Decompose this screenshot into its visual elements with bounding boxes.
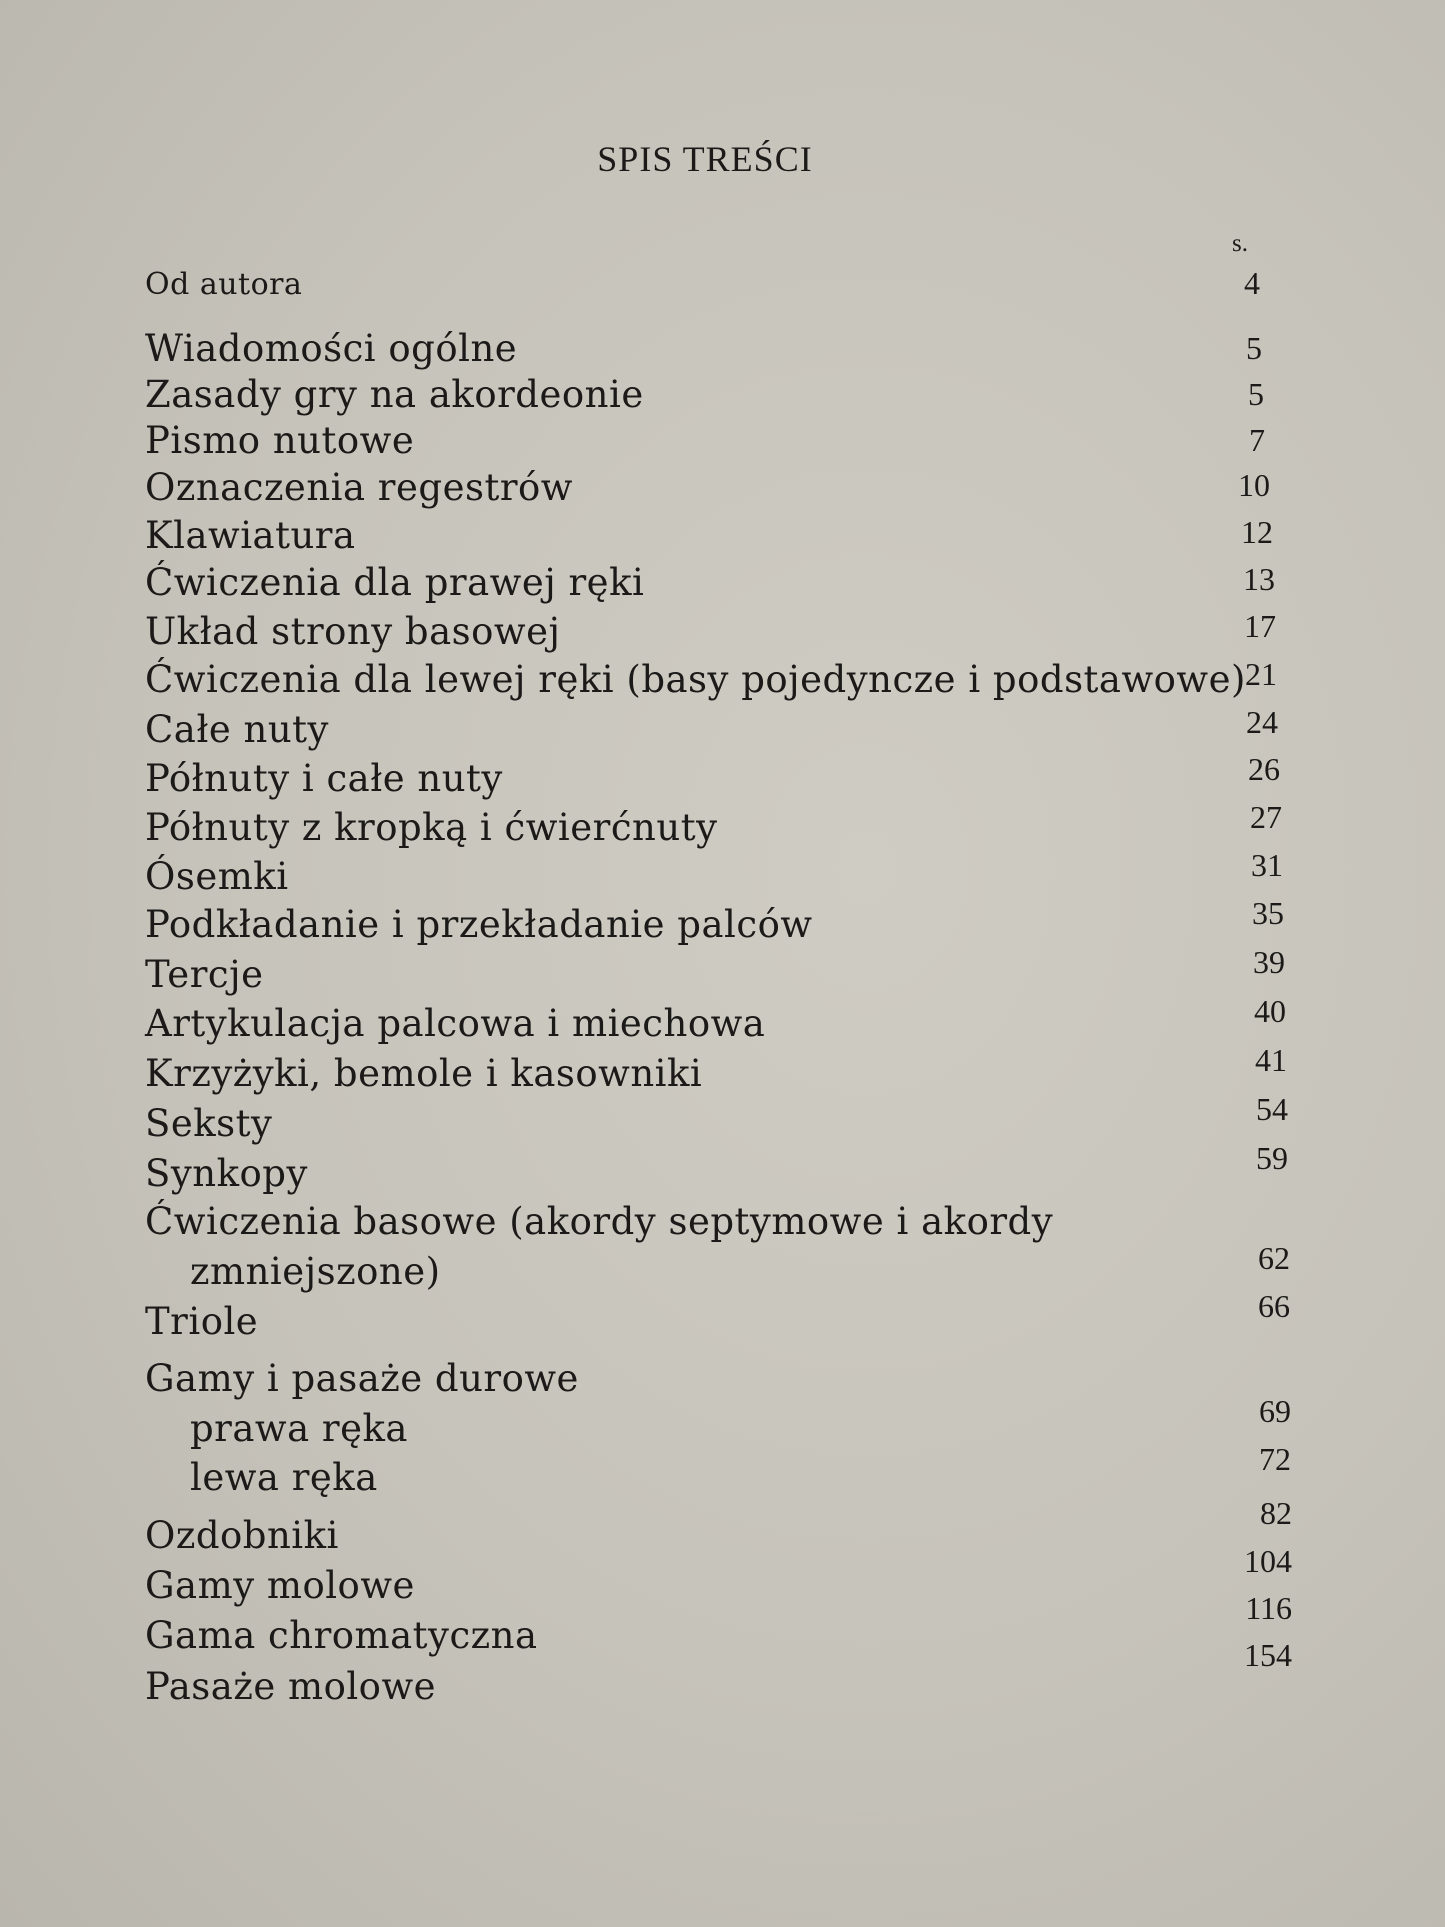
toc-page-number: 39	[1253, 944, 1285, 980]
toc-page-number: 40	[1254, 993, 1286, 1029]
toc-entry: Triole	[145, 1300, 259, 1343]
toc-page-number: 4	[1244, 265, 1260, 301]
toc-page-number: 5	[1248, 376, 1264, 412]
toc-page-number: 54	[1256, 1091, 1288, 1127]
toc-page-number: 35	[1252, 895, 1284, 931]
toc-entry: prawa ręka	[190, 1407, 408, 1450]
toc-page-number: 59	[1256, 1140, 1288, 1176]
toc-entry: Ósemki	[145, 855, 289, 898]
toc-entry: Krzyżyki, bemole i kasowniki	[145, 1052, 703, 1095]
toc-entry: Tercje	[145, 953, 264, 996]
toc-page-number: 24	[1246, 704, 1278, 740]
toc-page-number: 66	[1258, 1288, 1290, 1324]
toc-entry: Seksty	[145, 1102, 273, 1145]
toc-page-number: 17	[1244, 608, 1276, 644]
toc-entry: Półnuty i całe nuty	[145, 757, 503, 800]
toc-page-number: 72	[1259, 1441, 1291, 1477]
toc-page-number: 13	[1243, 561, 1275, 597]
toc-page-number: 5	[1246, 330, 1262, 366]
toc-entry: Klawiatura	[145, 514, 356, 557]
toc-entry: Oznaczenia regestrów	[145, 466, 573, 509]
toc-page-number: 27	[1250, 799, 1282, 835]
toc-entry: lewa ręka	[190, 1456, 378, 1499]
toc-entry: Podkładanie i przekładanie palców	[145, 903, 813, 946]
toc-page-number: 69	[1259, 1393, 1291, 1429]
toc-page-number: 62	[1258, 1240, 1290, 1276]
toc-page-number: 10	[1238, 467, 1270, 503]
page-column-label: s.	[1232, 230, 1248, 257]
toc-page-number: 41	[1255, 1042, 1287, 1078]
toc-entry: Półnuty z kropką i ćwierćnuty	[145, 806, 718, 849]
toc-page-number: 31	[1251, 847, 1283, 883]
toc-page-number: 116	[1245, 1590, 1292, 1626]
toc-entry: Artykulacja palcowa i miechowa	[145, 1002, 766, 1045]
toc-entry: Od autora	[145, 267, 303, 302]
toc-entry: Ćwiczenia basowe (akordy septymowe i akordy	[145, 1200, 1054, 1243]
toc-page-number: 12	[1241, 514, 1273, 550]
toc-entry: Synkopy	[145, 1152, 308, 1195]
toc-page-number: 154	[1244, 1637, 1292, 1673]
toc-page-number: 104	[1244, 1543, 1292, 1579]
toc-entry: Ćwiczenia dla prawej ręki	[145, 561, 645, 604]
toc-entry: Wiadomości ogólne	[145, 327, 518, 370]
toc-entry: Całe nuty	[145, 708, 329, 751]
toc-entry: zmniejszone)	[190, 1250, 441, 1293]
toc-page-number: 26	[1248, 751, 1280, 787]
toc-entry: Gamy molowe	[145, 1564, 415, 1607]
toc-entry: Gamy i pasaże durowe	[145, 1357, 579, 1400]
toc-page-number: 82	[1260, 1495, 1292, 1531]
toc-page-number: 7	[1249, 422, 1265, 458]
toc-entry: Pasaże molowe	[145, 1665, 437, 1708]
toc-entry: Pismo nutowe	[145, 419, 415, 462]
toc-entry: Gama chromatyczna	[145, 1614, 538, 1657]
toc-entry: Zasady gry na akordeonie	[145, 373, 644, 416]
toc-entry: Ozdobniki	[145, 1514, 339, 1557]
toc-entry: Układ strony basowej	[145, 610, 561, 653]
page-title: SPIS TREŚCI	[597, 139, 813, 179]
toc-page-number: 21	[1245, 656, 1277, 692]
toc-entry: Ćwiczenia dla lewej ręki (basy pojedyncze i podstawowe)	[145, 658, 1246, 701]
